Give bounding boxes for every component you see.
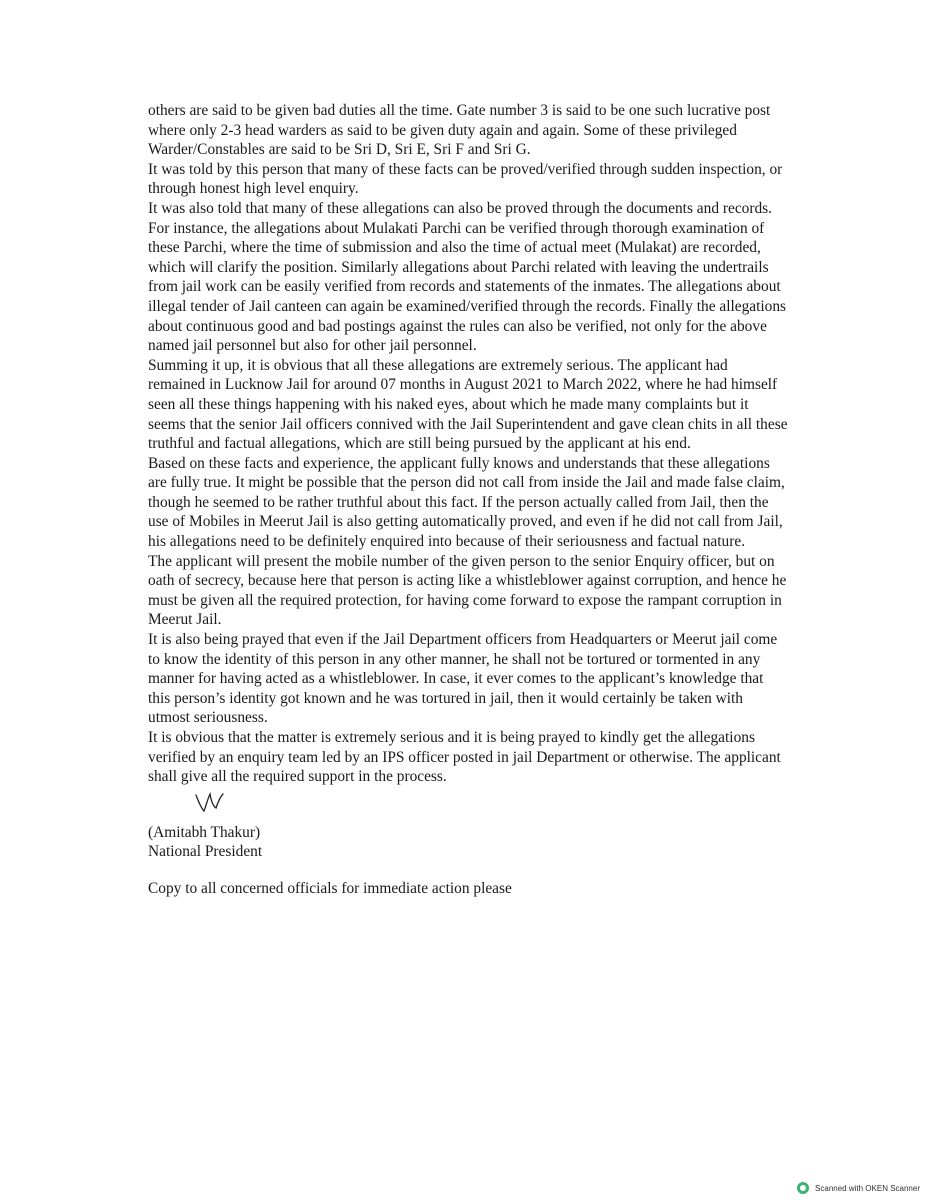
paragraph-whistleblower: The applicant will present the mobile number of the given person to the senior Enquiry officer, but on oath of secrecy, because here that person is acting like a whistleblower against corruption, and hence he must be given all the required protection, for having come forward to expose the rampant corruption in Meerut Jail.	[148, 552, 787, 629]
paragraph-summary: Summing it up, it is obvious that all these allegations are extremely serious. The applicant had remained in Lucknow Jail for around 07 months in August 2021 to March 2022, where he had himself seen all these things happening with his naked eyes, about which he made many complaints but it seems that the senior Jail officers connived with the Jail Superintendent and gave clean chits in all these truthful and factual allegations, which are still being pursued by the applicant at his end.	[148, 356, 788, 453]
scanner-watermark	[797, 1182, 920, 1194]
letter-page	[148, 101, 788, 898]
letter-body	[148, 101, 788, 787]
copy-notice: Copy to all concerned officials for immediate action please	[148, 879, 512, 897]
scanner-label: Scanned with OKEN Scanner	[815, 1183, 920, 1193]
signatory-name: (Amitabh Thakur)	[148, 823, 261, 841]
paragraph-prayer: It is obvious that the matter is extremely serious and it is being prayed to kindly get the allegations verified by an enquiry team led by an IPS officer posted in jail Department or otherwise. The applicant shall give all the required support in the process.	[148, 729, 781, 786]
signature-mark	[190, 789, 230, 819]
oken-scanner-logo-icon	[797, 1182, 809, 1194]
paragraph-duties: others are said to be given bad duties all the time. Gate number 3 is said to be one such lucrative post where only 2-3 head warders as said to be given duty again and again. Some of these privileged Warder/Constables are said to be Sri D, Sri E, Sri F and Sri G.	[148, 102, 771, 159]
paragraph-protection: It is also being prayed that even if the Jail Department officers from Headquarters or Meerut jail come to know the identity of this person in any other manner, he shall not be tortured or tormented in any manner for having acted as a whistleblower. In case, it ever comes to the applicant’s knowledge that this person’s identity got known and he was tortured in jail, then it would certainly be taken with utmost seriousness.	[148, 631, 778, 727]
signatory-title: National President	[148, 843, 263, 861]
handwritten-signature	[148, 795, 788, 823]
signature-block	[148, 823, 788, 862]
paragraph-verification: It was told by this person that many of these facts can be proved/verified through sudden inspection, or through honest high level enquiry.	[148, 160, 783, 198]
paragraph-records: It was also told that many of these allegations can also be proved through the documents and records. For instance, the allegations about Mulakati Parchi can be verified through thorough examination of these Parchi, where the time of submission and also the time of actual meet (Mulakat) are recorded, which will clarify the position. Similarly allegations about Parchi related with leaving the undertrails from jail work can be easily verified from records and statements of the inmates. The allegations about illegal tender of Jail canteen can again be examined/verified through the records. Finally the allegations about continuous good and bad postings against the rules can also be verified, not only for the above named jail personnel but also for other jail personnel.	[148, 199, 787, 355]
paragraph-facts: Based on these facts and experience, the applicant fully knows and understands that these allegations are fully true. It might be possible that the person did not call from inside the Jail and made false claim, though he seemed to be rather truthful about this fact. If the person actually called from Jail, then the use of Mobiles in Meerut Jail is also getting automatically proved, and even if he did not call from Jail, his allegations need to be definitely enquired into because of their seriousness and factual nature.	[148, 454, 785, 551]
